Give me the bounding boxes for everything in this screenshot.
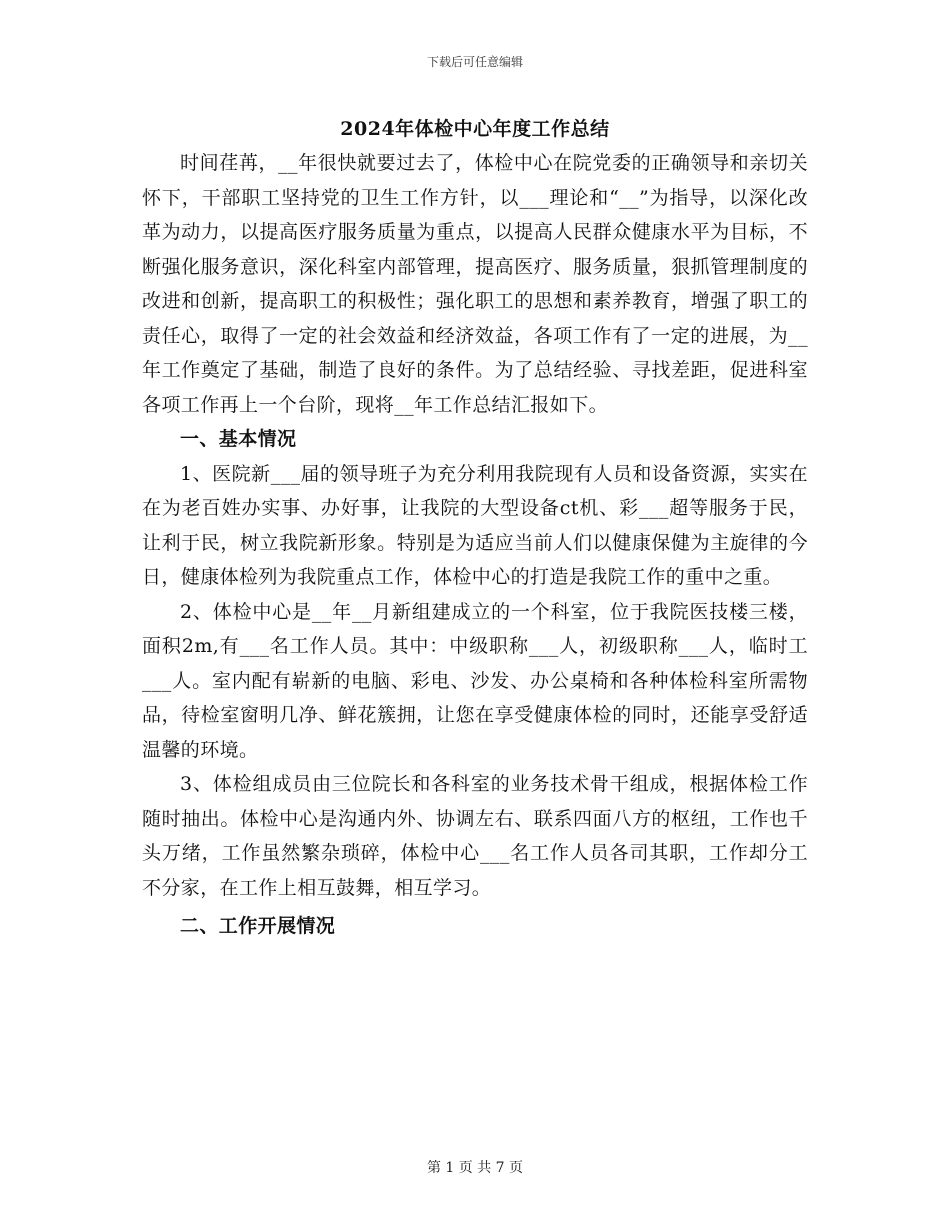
section-heading-work-progress: 二、工作开展情况 (180, 915, 336, 937)
section1-paragraph-1: 1、医院新___届的领导班子为充分利用我院现有人员和设备资源，实实在在为老百姓办实事、办好事，让我院的大型设备ct机、彩___超等服务于民，让利于民，树立我院新形象。特别是为适应当前人们以健康保健为主旋律的今日，健康体检列为我院重点工作，体检中心的打造是我院工作的重中之重。 (142, 462, 808, 588)
intro-paragraph: 时间荏苒，__年很快就要过去了，体检中心在院党委的正确领导和亲切关怀下，干部职工坚持党的卫生工作方针，以___理论和“__”为指导，以深化改革为动力，以提高医疗服务质量为重点，以提高人民群众健康水平为目标，不断强化服务意识，深化科室内部管理，提高医疗、服务质量，狠抓管理制度的改进和创新，提高职工的积极性；强化职工的思想和素养教育，增强了职工的责任心，取得了一定的社会效益和经济效益，各项工作有了一定的进展，为__年工作奠定了基础，制造了良好的条件。为了总结经验、寻找差距，促进科室各项工作再上一个台阶，现将__年工作总结汇报如下。 (142, 152, 808, 416)
section1-paragraph-3: 3、体检组成员由三位院长和各科室的业务技术骨干组成，根据体检工作随时抽出。体检中心是沟通内外、协调左右、联系四面八方的枢纽，工作也千头万绪，工作虽然繁杂琐碎，体检中心___名工作人员各司其职，工作却分工不分家，在工作上相互鼓舞，相互学习。 (142, 773, 808, 899)
section-heading-basic-situation: 一、基本情况 (180, 428, 297, 450)
document-body (142, 146, 808, 944)
page-number: 第 1 页 共 7 页 (426, 1160, 524, 1176)
page-header-note: 下载后可任意编辑 (426, 55, 523, 69)
document-title: 2024年体检中心年度工作总结 (340, 118, 610, 140)
section1-paragraph-2: 2、体检中心是__年__月新组建成立的一个科室，位于我院医技楼三楼，面积2m,有___名工作人员。其中：中级职称___人，初级职称___人，临时工___人。室内配有崭新的电脑、彩电、沙发、办公桌椅和各种体检科室所需物品，待检室窗明几净、鲜花簇拥，让您在享受健康体检的同时，还能享受舒适温馨的环境。 (142, 600, 808, 761)
